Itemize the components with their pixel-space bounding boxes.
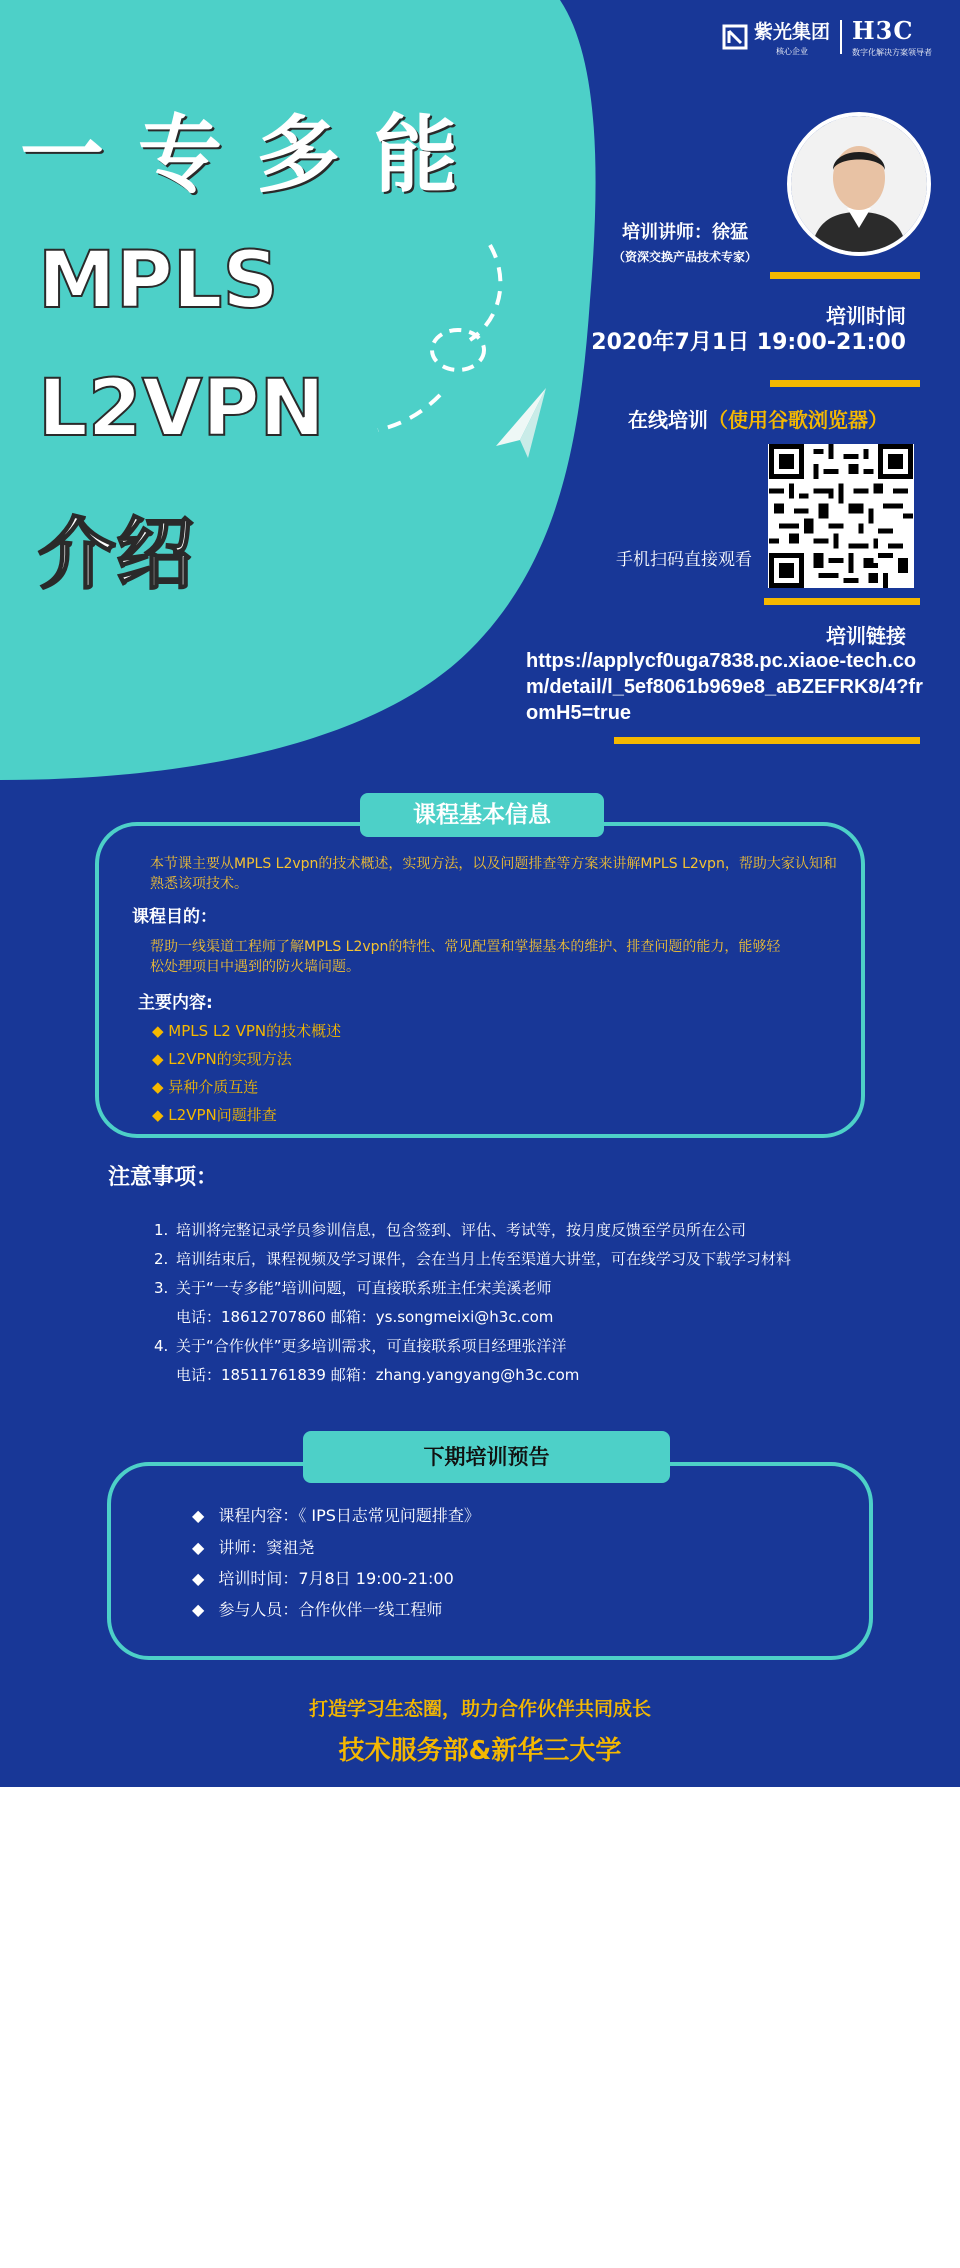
diamond-icon: ◆ — [192, 1506, 205, 1525]
group-name: 紫光集团 — [753, 21, 830, 43]
content-item: ◆ 异种介质互连 — [152, 1078, 259, 1096]
note-text: 培训将完整记录学员参训信息，包含签到、评估、考试等，按月度反馈至学员所在公司 — [176, 1221, 747, 1239]
diamond-icon: ◆ — [192, 1569, 205, 1588]
online-training — [628, 404, 888, 433]
next-item-text: 培训时间：7月8日 19:00-21:00 — [218, 1569, 454, 1588]
next-preview-box — [107, 1462, 873, 1660]
scan-hint: 手机扫码直接观看 — [616, 550, 752, 570]
note-text: 培训结束后，课程视频及学习课件，会在当月上传至渠道大讲堂，可在线学习及下载学习材料 — [176, 1250, 792, 1268]
course-info-heading: 课程基本信息 — [360, 793, 604, 837]
time-label: 培训时间 — [826, 304, 906, 328]
h3c-brand: H3C — [852, 16, 914, 45]
next-item — [192, 1503, 480, 1526]
diamond-icon: ◆ — [192, 1538, 205, 1557]
content-item: ◆ L2VPN问题排查 — [152, 1106, 277, 1124]
divider-bar — [770, 380, 920, 387]
logo — [722, 16, 932, 58]
diamond-icon: ◆ — [192, 1600, 205, 1619]
divider-bar — [764, 598, 920, 605]
purpose-text: 帮助一线渠道工程师了解MPLS L2vpn的特性、常见配置和掌握基本的维护、排查问题的能力，能够轻松处理项目中遇到的防火墙问题。 — [150, 939, 781, 975]
divider-bar — [770, 272, 920, 279]
next-item — [192, 1597, 442, 1620]
next-item — [192, 1566, 454, 1589]
hero-slogan: 一专多能 — [20, 105, 493, 204]
training-link[interactable]: https://applycf0uga7838.pc.xiaoe-tech.com/detail/l_5ef8061b969e8_aBZEFRK8/4?fromH5=true — [526, 650, 923, 724]
group-sub: 核心企业 — [775, 47, 808, 56]
footer-slogan: 打造学习生态圈，助力合作伙伴共同成长 — [308, 1698, 651, 1720]
note-item — [154, 1277, 552, 1298]
trainer-photo — [787, 112, 931, 256]
notes-heading: 注意事项： — [108, 1165, 219, 1190]
note-text: 关于“一专多能”培训问题，可直接联系班主任宋美溪老师 — [176, 1279, 552, 1297]
note-item — [154, 1306, 553, 1327]
next-item-text: 参与人员：合作伙伴一线工程师 — [218, 1600, 443, 1619]
course-intro: 本节课主要从MPLS L2vpn的技术概述，实现方法，以及问题排查等方案来讲解MPLS L2vpn，帮助大家认知和熟悉该项技术。 — [150, 856, 837, 892]
note-item — [154, 1364, 579, 1385]
unigroup-logo-icon — [722, 24, 748, 50]
link-label: 培训链接 — [826, 624, 906, 648]
note-item — [154, 1219, 746, 1240]
divider-bar — [614, 737, 920, 744]
next-item — [192, 1535, 314, 1558]
h3c-sub: 数字化解决方案领导者 — [852, 48, 932, 57]
trainer-info — [600, 218, 770, 265]
note-text: 电话：18612707860 邮箱：ys.songmeixi@h3c.com — [176, 1308, 554, 1326]
next-item-text: 课程内容：《 IPS日志常见问题排查》 — [218, 1506, 480, 1525]
note-number: 4. — [154, 1337, 169, 1355]
note-number: 3. — [154, 1279, 169, 1297]
next-preview-heading: 下期培训预告 — [303, 1431, 670, 1483]
trainer-name: 培训讲师：徐猛 — [622, 222, 748, 243]
title-line-1: MPLS — [38, 236, 279, 326]
online-label: 在线培训 — [628, 408, 708, 432]
note-item — [154, 1335, 567, 1356]
note-text: 关于“合作伙伴”更多培训需求，可直接联系项目经理张洋洋 — [176, 1337, 567, 1355]
online-note: （使用谷歌浏览器） — [708, 408, 888, 432]
purpose-label: 课程目的： — [132, 907, 217, 927]
qr-code-icon[interactable] — [768, 444, 914, 588]
content-item: ◆ L2VPN的实现方法 — [152, 1050, 292, 1068]
note-number: 1. — [154, 1221, 169, 1239]
note-item — [154, 1248, 791, 1269]
content-label: 主要内容: — [138, 993, 213, 1013]
title-line-3: 介绍 — [38, 510, 195, 600]
trainer-portrait-icon — [791, 116, 927, 252]
logo-divider — [840, 20, 842, 54]
footer-org: 技术服务部&新华三大学 — [338, 1736, 622, 1766]
note-text: 电话：18511761839 邮箱：zhang.yangyang@h3c.com — [176, 1366, 580, 1384]
time-value: 2020年7月1日 19:00-21:00 — [591, 330, 906, 355]
trainer-title: （资深交换产品技术专家） — [612, 250, 757, 264]
note-number: 2. — [154, 1250, 169, 1268]
next-item-text: 讲师：窦祖尧 — [218, 1538, 315, 1557]
title-line-2: L2VPN — [38, 364, 325, 454]
content-item: ◆ MPLS L2 VPN的技术概述 — [152, 1022, 342, 1040]
